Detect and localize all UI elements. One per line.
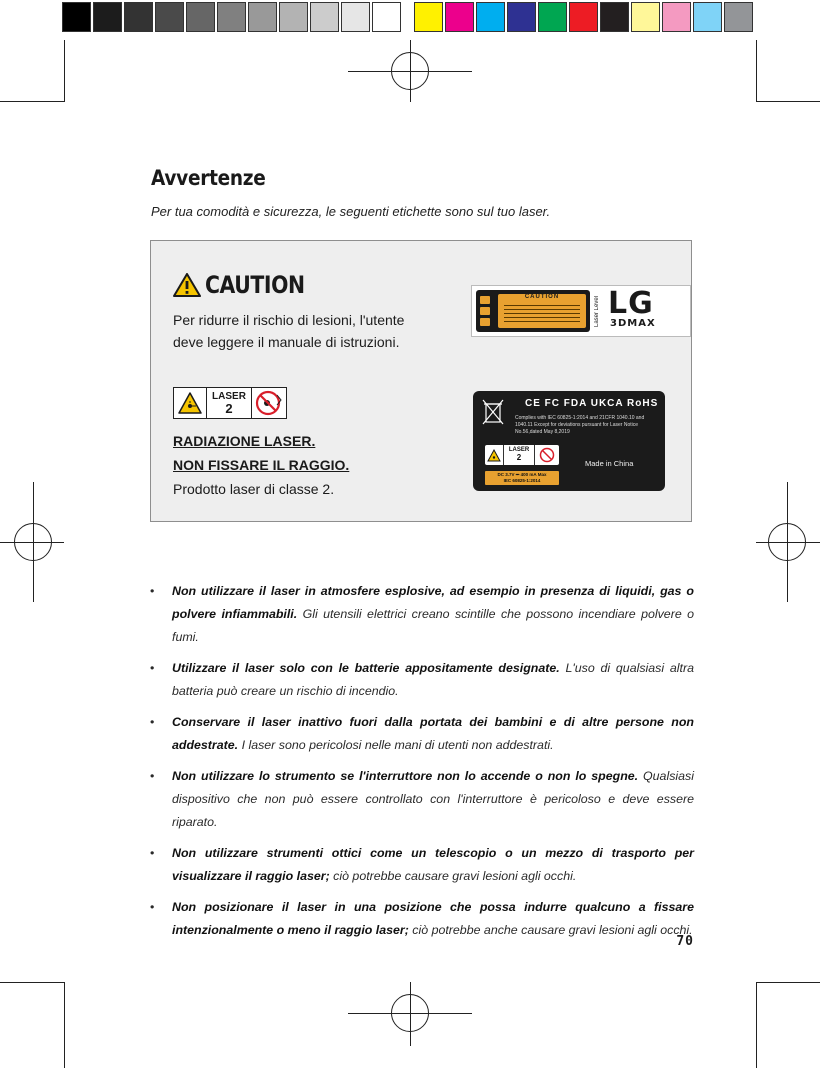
color-calibration-bar-process: [414, 2, 755, 34]
bullet: •: [150, 900, 155, 914]
laser-word: LASER: [212, 390, 246, 402]
process-swatch: [662, 2, 691, 32]
radiation-warning-line1: RADIAZIONE LASER.: [173, 433, 316, 449]
small-laser-hazard-icon: [487, 449, 501, 462]
label-side-text: Laser Level: [594, 295, 600, 327]
bullet: •: [150, 661, 155, 675]
warning-item: [150, 842, 694, 888]
warning-bold: Utilizzare il laser solo con le batterie appositamente designate.: [172, 661, 560, 675]
warning-triangle-icon: [173, 273, 201, 297]
process-swatch: [538, 2, 567, 32]
gray-swatch: [279, 2, 308, 32]
warning-bold: Conservare il laser inattivo fuori dalla portata dei bambini e di altre persone non addestrate.: [172, 715, 694, 752]
device-caution-label: [471, 285, 691, 337]
laser-class-2-label: [173, 387, 287, 419]
warning-bold: Non posizionare il laser in una posizione che possa indurre qualcuno a fissare intenzionalmente o meno il raggio laser;: [172, 900, 694, 937]
product-class-text: Prodotto laser di classe 2.: [173, 481, 335, 497]
bullet: •: [150, 715, 155, 729]
small-laser-word: LASER: [508, 447, 530, 453]
gray-swatch: [62, 2, 91, 32]
lg-logo: LG: [608, 286, 654, 321]
color-calibration-bar-gray: [62, 2, 403, 34]
warning-text: Gli utensili elettrici creano scintille che possono incendiare polvere o fumi.: [172, 607, 694, 644]
gray-swatch: [93, 2, 122, 32]
laser-class-number: 2: [225, 400, 233, 416]
warning-bold: Non utilizzare lo strumento se l'interruttore non lo accende o non lo spegne.: [172, 769, 639, 783]
process-swatch: [476, 2, 505, 32]
gray-swatch: [217, 2, 246, 32]
warning-text: Qualsiasi dispositivo che non può essere controllato con l'interruttore è pericoloso e deve essere riparato.: [172, 769, 694, 829]
no-stare-icon: [255, 390, 283, 416]
bullet: •: [150, 769, 155, 783]
compliance-text: Complies with IEC 60825-1:2014 and 21CFR 1040.10 and 1040.11 Except for deviations pursuant for Laser Notice No.56,dated May 8,2019: [515, 415, 645, 435]
process-swatch: [507, 2, 536, 32]
warning-bold: Non utilizzare il laser in atmosfere esplosive, ad esempio in presenza di liquidi, gas o polvere infiammabili.: [172, 584, 694, 621]
caution-body: Per ridurre il rischio di lesioni, l'utente deve leggere il manuale di istruzioni.: [173, 312, 405, 350]
gray-swatch: [310, 2, 339, 32]
warning-item: [150, 657, 694, 703]
label-caution-word: CAUTION: [524, 294, 560, 300]
small-laser-class-label: [485, 445, 559, 465]
gray-swatch: [248, 2, 277, 32]
gray-swatch: [372, 2, 401, 32]
power-rating-box: [485, 471, 559, 485]
process-swatch: [724, 2, 753, 32]
process-swatch: [445, 2, 474, 32]
process-swatch: [414, 2, 443, 32]
labels-panel: [150, 240, 692, 522]
warning-text: ciò potrebbe anche causare gravi lesioni agli occhi.: [408, 923, 693, 937]
small-no-stare-icon: [539, 447, 555, 463]
small-laser-num: 2: [516, 453, 522, 462]
certification-marks: CE FC FDA UKCA RoHS: [525, 398, 659, 409]
process-swatch: [600, 2, 629, 32]
brand-logo-3dmax: 3DMAX: [610, 318, 656, 329]
caution-title: CAUTION: [205, 271, 305, 299]
iec-standard: IEC 60825-1:2014: [503, 478, 541, 483]
page-subtitle: Per tua comodità e sicurezza, le seguenti etichette sono sul tuo laser.: [151, 204, 551, 219]
gray-swatch: [155, 2, 184, 32]
laser-hazard-icon: [178, 392, 202, 414]
warning-text: L'uso di qualsiasi altra batteria può creare un rischio di incendio.: [172, 661, 695, 698]
gray-swatch: [124, 2, 153, 32]
bullet: •: [150, 846, 155, 860]
crossed-bin-icon: [481, 397, 505, 427]
made-in-text: Made in China: [585, 459, 634, 468]
warning-text: ciò potrebbe causare gravi lesioni agli occhi.: [329, 869, 577, 883]
page-number: 70: [676, 934, 694, 949]
warning-item: [150, 765, 694, 834]
dc-rating: DC 3.7V ⎓ 400 mA Max: [497, 472, 547, 477]
page-title: Avvertenze: [151, 166, 266, 190]
warning-item: [150, 896, 694, 942]
warnings-list: [150, 580, 694, 950]
warning-item: [150, 580, 694, 649]
radiation-warning-line2: NON FISSARE IL RAGGIO.: [173, 457, 350, 473]
process-swatch: [569, 2, 598, 32]
warning-item: [150, 711, 694, 757]
device-rating-label: [473, 391, 665, 491]
warning-bold: Non utilizzare strumenti ottici come un telescopio o un mezzo di trasporto per visualizzare il raggio laser;: [172, 846, 694, 883]
process-swatch: [631, 2, 660, 32]
process-swatch: [693, 2, 722, 32]
gray-swatch: [186, 2, 215, 32]
bullet: •: [150, 584, 155, 598]
caution-header: [173, 271, 322, 299]
gray-swatch: [341, 2, 370, 32]
hazard-icons-column: [480, 296, 490, 326]
warning-text: I laser sono pericolosi nelle mani di utenti non addestrati.: [238, 738, 554, 752]
